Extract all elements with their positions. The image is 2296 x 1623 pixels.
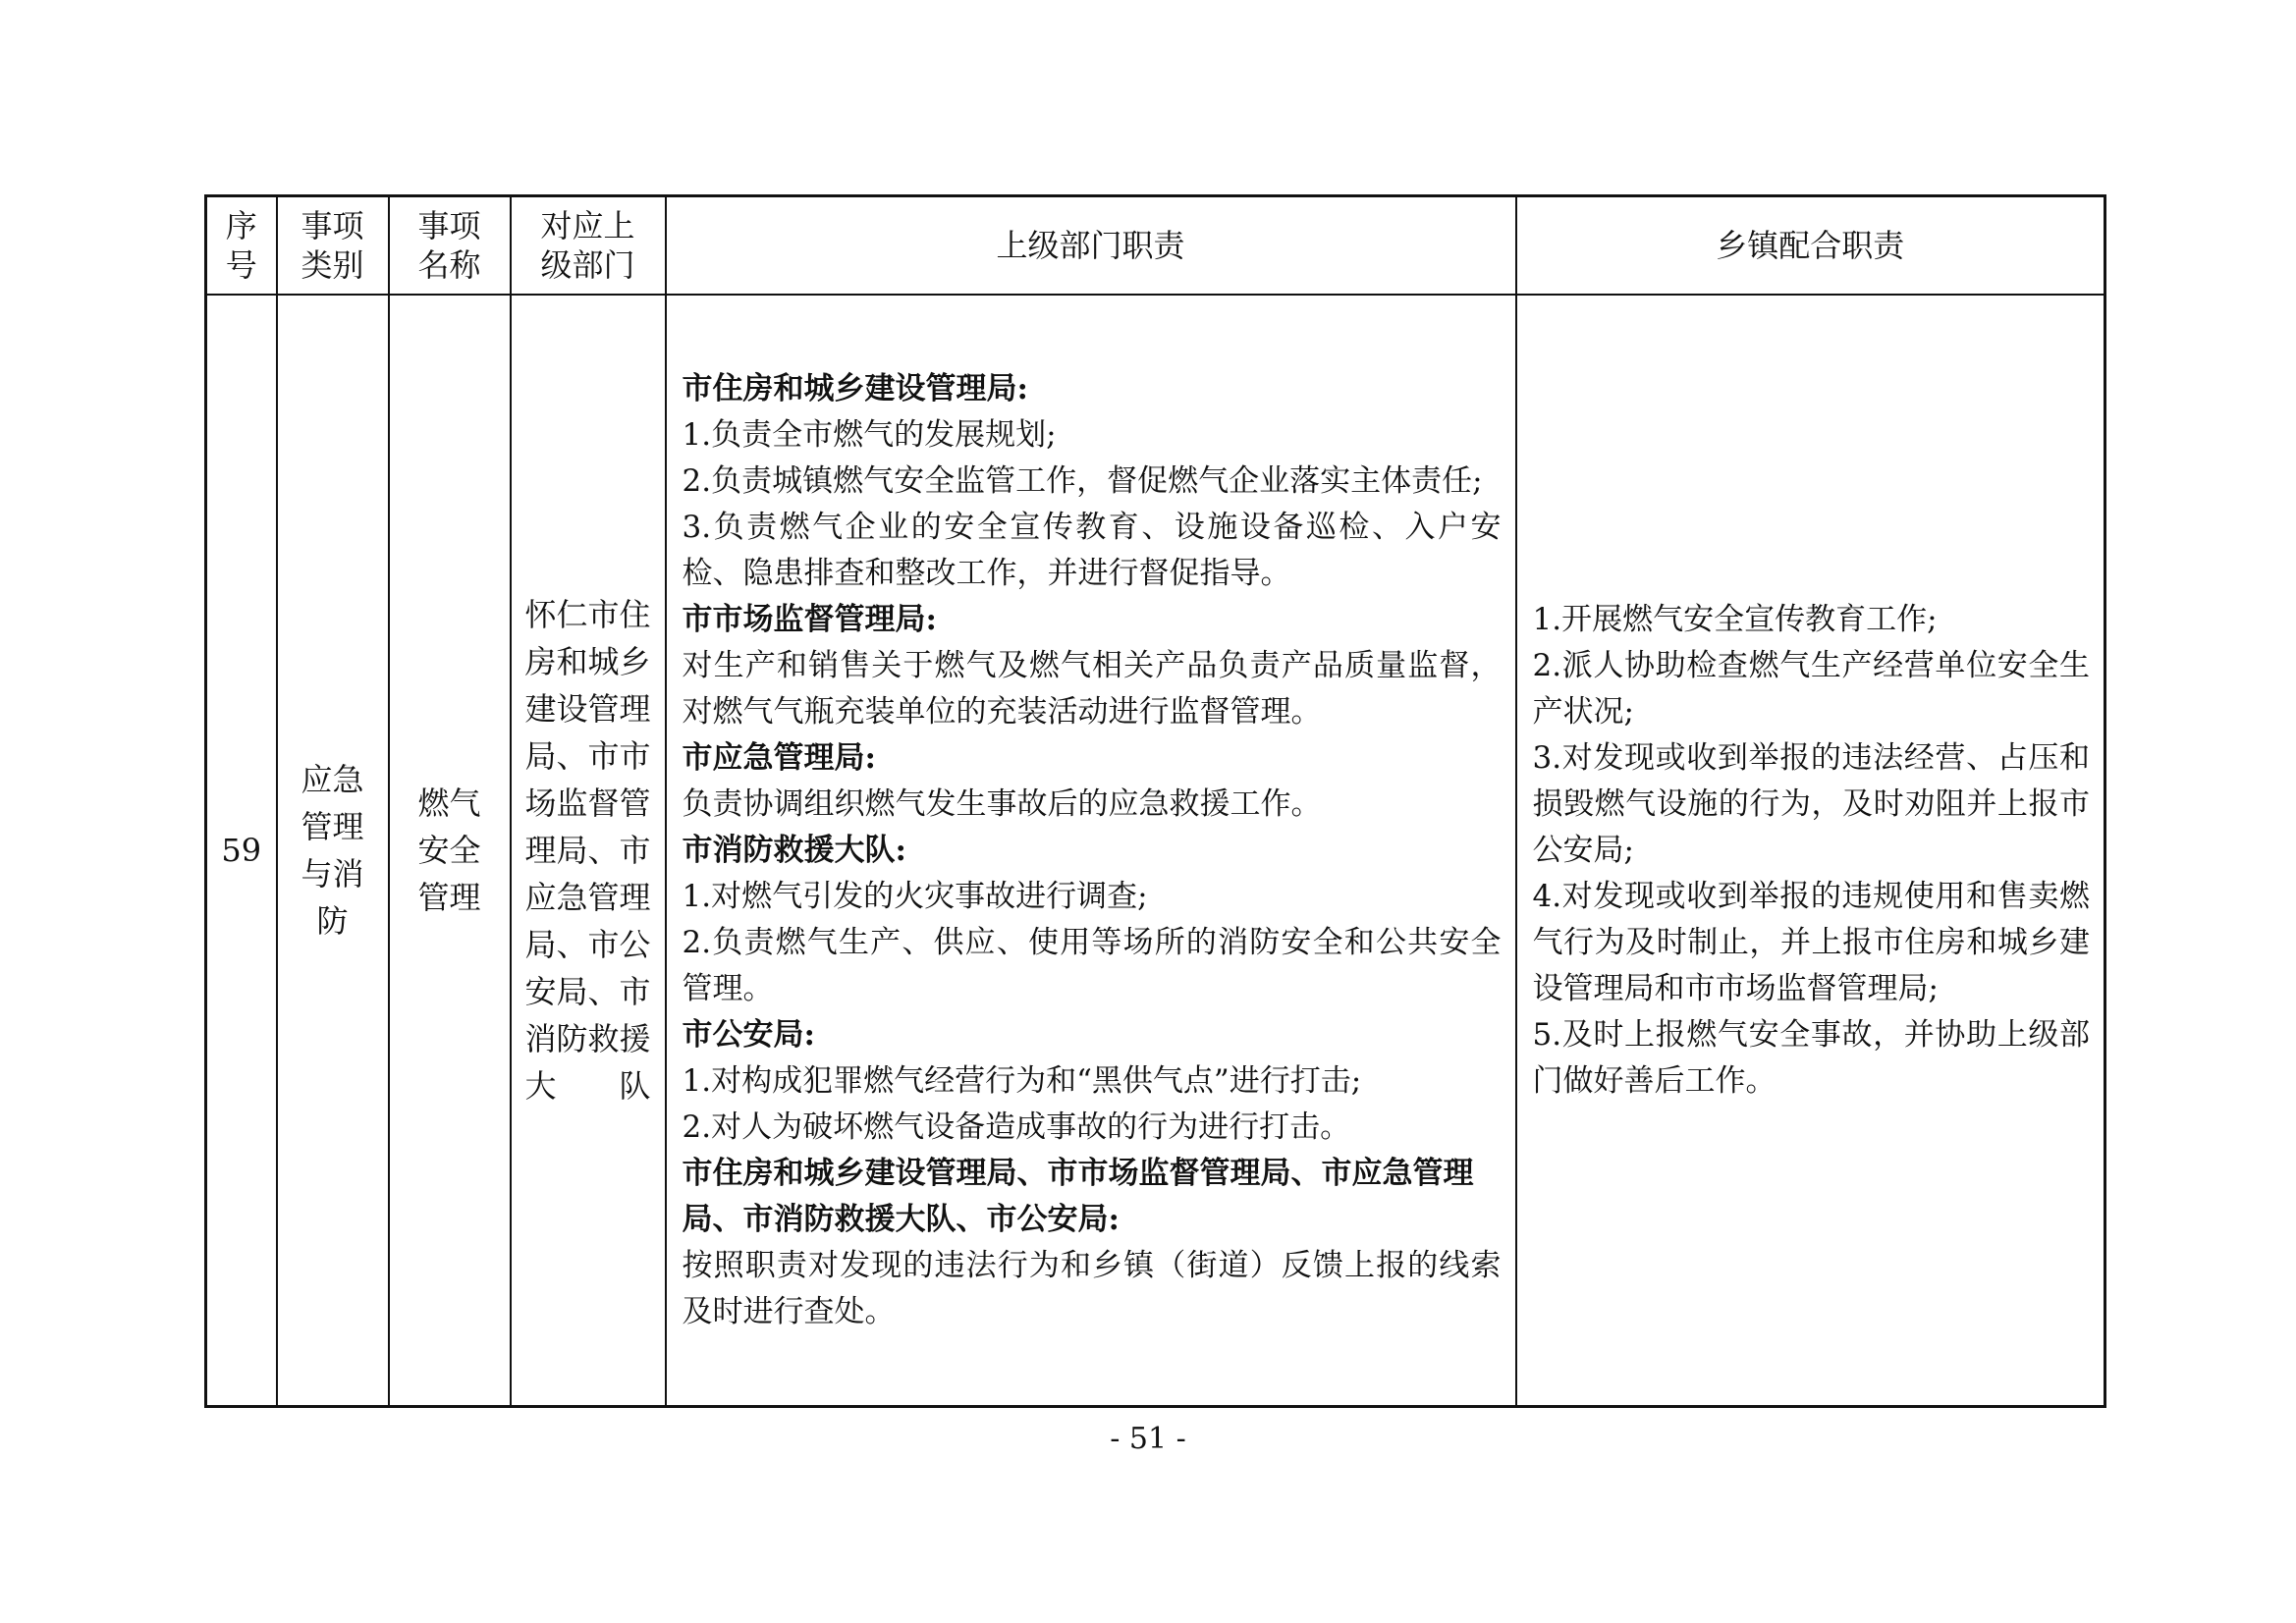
row-seq: 59 [206,295,277,1407]
duty-item: 2.负责燃气生产、供应、使用等场所的消防安全和公共安全管理。 [682,924,1502,1006]
town-duty-item: 2.派人协助检查燃气生产经营单位安全生产状况; [1532,647,2090,730]
duty-heading: 市住房和城乡建设管理局、市市场监督管理局、市应急管理局、市消防救援大队、市公安局: [682,1155,1474,1237]
duty-item: 1.对燃气引发的火灾事故进行调查; [682,878,1148,914]
header-name: 事项 名称 [389,196,511,296]
row-category: 应急 管理 与消 防 [277,295,389,1407]
town-duty-item: 4.对发现或收到举报的违规使用和售卖燃气行为及时制止，并上报市住房和城乡建设管理局和市市场监督管理局; [1532,878,2090,1006]
header-category: 事项 类别 [277,196,389,296]
duty-block [683,597,1502,735]
header-upper-duty: 上级部门职责 [666,196,1516,296]
town-duty-list [1533,597,2091,1105]
row-name: 燃气 安全 管理 [389,295,511,1407]
duty-item: 2.对人为破坏燃气设备造成事故的行为进行打击。 [682,1109,1351,1145]
row-upper-duty [666,295,1516,1407]
duty-item: 按照职责对发现的违法行为和乡镇（街道）反馈上报的线索及时进行查处。 [682,1247,1502,1329]
duty-item: 2.负责城镇燃气安全监管工作，督促燃气企业落实主体责任; [682,462,1483,499]
duty-item: 1.对构成犯罪燃气经营行为和“黑供气点”进行打击; [682,1062,1362,1099]
row-town-duty [1516,295,2105,1407]
duty-block [683,1012,1502,1151]
duty-table [204,194,2106,1408]
header-seq: 序 号 [206,196,277,296]
duty-heading: 市应急管理局: [682,739,876,776]
duty-heading: 市住房和城乡建设管理局: [682,370,1028,406]
duty-block [683,1151,1502,1335]
town-duty-item: 3.对发现或收到举报的违法经营、占压和损毁燃气设施的行为，及时劝阻并上报市公安局; [1532,739,2090,868]
duty-block [683,366,1502,597]
upper-duty-list [683,366,1502,1335]
duty-block [683,828,1502,1012]
duty-heading: 市公安局: [682,1016,815,1053]
town-duty-item: 5.及时上报燃气安全事故，并协助上级部门做好善后工作。 [1532,1016,2090,1099]
page-number: - 51 - [1110,1422,1186,1456]
duty-block [683,735,1502,828]
duty-item: 3.负责燃气企业的安全宣传教育、设施设备巡检、入户安检、隐患排查和整改工作，并进行督促指导。 [682,509,1502,591]
table-header-row [206,196,2105,296]
table-row [206,295,2105,1407]
duty-heading: 市消防救援大队: [682,832,906,868]
row-dept: 怀仁市住房和城乡建设管理局、市市场监督管理局、市应急管理局、市公安局、市消防救援大队 [511,295,666,1407]
town-duty-item: 1.开展燃气安全宣传教育工作; [1532,601,1938,637]
duty-item: 负责协调组织燃气发生事故后的应急救援工作。 [682,785,1322,822]
duty-item: 对生产和销售关于燃气及燃气相关产品负责产品质量监督，对燃气气瓶充装单位的充装活动进行监督管理。 [682,647,1502,730]
header-dept: 对应上 级部门 [511,196,666,296]
duty-heading: 市市场监督管理局: [682,601,937,637]
duty-item: 1.负责全市燃气的发展规划; [682,416,1057,453]
header-town-duty: 乡镇配合职责 [1516,196,2105,296]
